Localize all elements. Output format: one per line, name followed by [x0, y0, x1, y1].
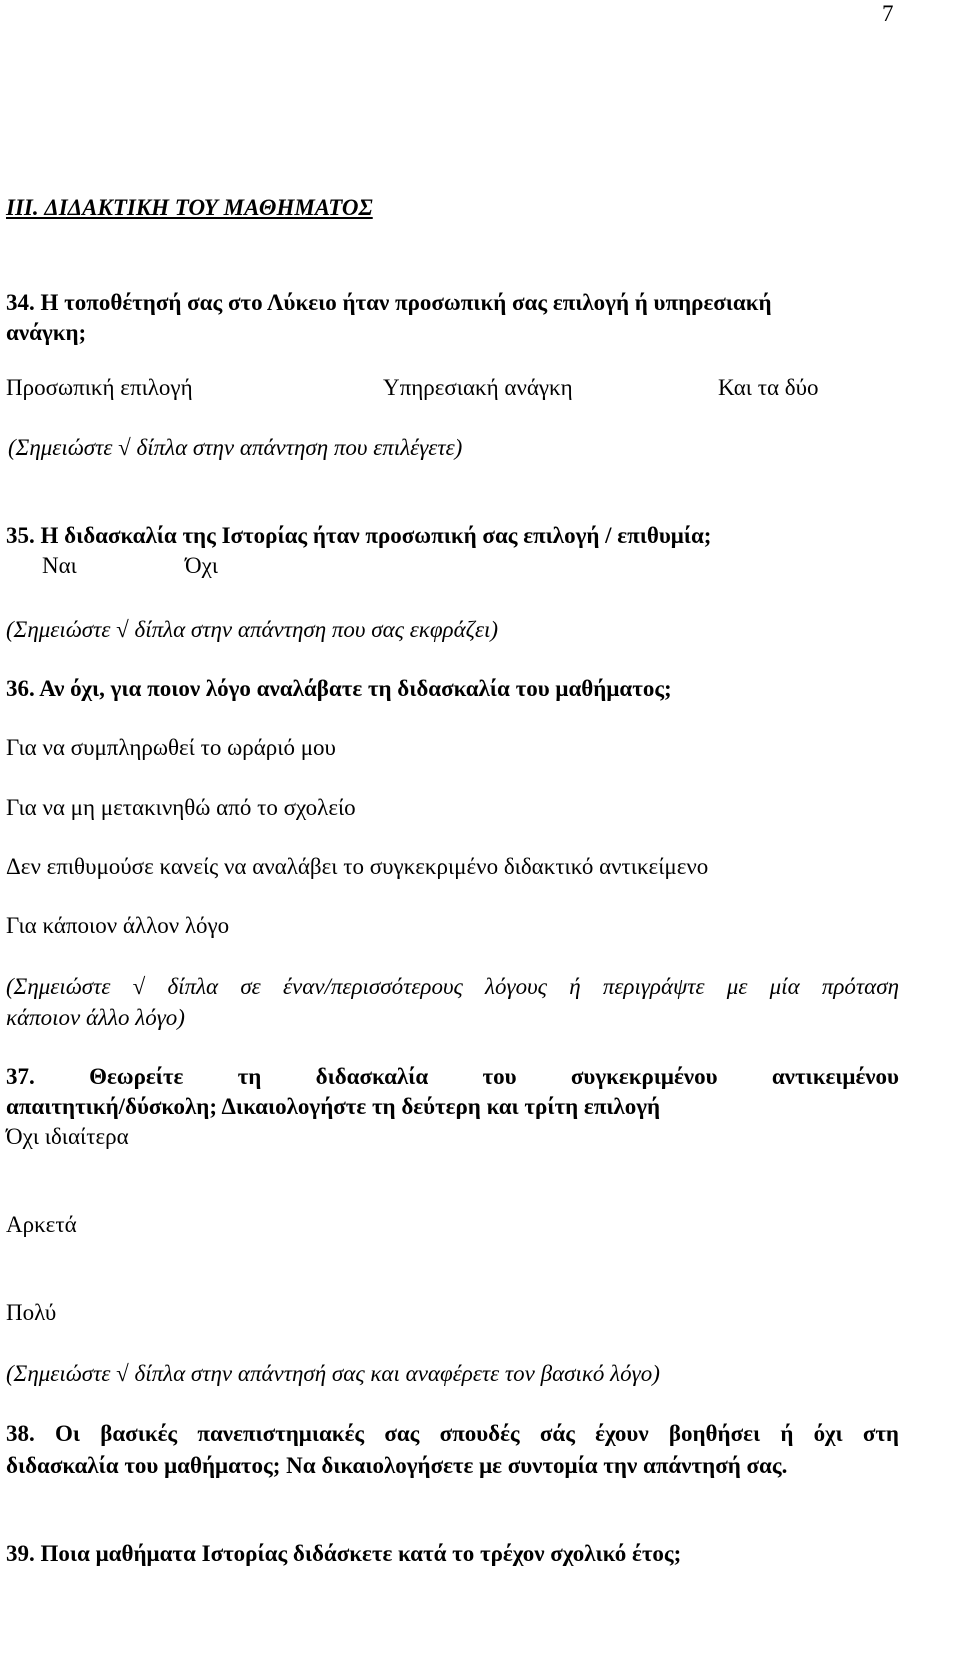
q36-instruction-note-line-1: (Σημειώστε √ δίπλα σε έναν/περισσότερους λόγους ή περιγράψτε με μία πρόταση	[6, 974, 899, 999]
q36-option-other-reason: Για κάποιον άλλον λόγο	[6, 913, 230, 938]
q34-option-personal-choice: Προσωπική επιλογή	[6, 375, 193, 400]
q35-option-yes: Ναι	[42, 553, 77, 578]
page-number: 7	[882, 1, 894, 26]
question-37-line-1: 37. Θεωρείτε τη διδασκαλία του συγκεκριμένου αντικειμένου	[6, 1064, 899, 1089]
question-36-line-1: 36. Αν όχι, για ποιον λόγο αναλάβατε τη διδασκαλία του μαθήματος;	[6, 676, 672, 701]
question-34-line-2: ανάγκη;	[6, 320, 87, 345]
q37-instruction-note: (Σημειώστε √ δίπλα στην απάντησή σας και αναφέρετε τον βασικό λόγο)	[6, 1361, 660, 1386]
q34-option-both: Και τα δύο	[718, 375, 819, 400]
q36-option-not-relocate: Για να μη μετακινηθώ από το σχολείο	[6, 795, 356, 820]
q36-instruction-note-line-2: κάποιον άλλο λόγο)	[6, 1005, 185, 1030]
q37-option-quite: Αρκετά	[6, 1212, 77, 1237]
q36-option-complete-schedule: Για να συμπληρωθεί το ωράριό μου	[6, 735, 336, 760]
question-38-line-2: διδασκαλία του μαθήματος; Να δικαιολογήσετε με συντομία την απάντησή σας.	[6, 1453, 788, 1478]
question-34-line-1: 34. Η τοποθέτησή σας στο Λύκειο ήταν προσωπική σας επιλογή ή υπηρεσιακή	[6, 290, 772, 315]
q35-option-no: Όχι	[185, 553, 219, 578]
q37-option-very: Πολύ	[6, 1300, 57, 1325]
q35-instruction-note: (Σημειώστε √ δίπλα στην απάντηση που σας εκφράζει)	[6, 617, 499, 642]
question-39-line-1: 39. Ποια μαθήματα Ιστορίας διδάσκετε κατά το τρέχον σχολικό έτος;	[6, 1541, 682, 1566]
q37-option-not-particularly: Όχι ιδιαίτερα	[6, 1124, 129, 1149]
q34-instruction-note: (Σημειώστε √ δίπλα στην απάντηση που επιλέγετε)	[8, 435, 463, 460]
q36-option-nobody-wanted: Δεν επιθυμούσε κανείς να αναλάβει το συγκεκριμένο διδακτικό αντικείμενο	[6, 854, 709, 879]
section-title: III. ΔΙΔΑΚΤΙΚΗ ΤΟΥ ΜΑΘΗΜΑΤΟΣ	[6, 195, 373, 220]
question-35-line-1: 35. Η διδασκαλία της Ιστορίας ήταν προσωπική σας επιλογή / επιθυμία;	[6, 523, 712, 548]
q34-option-service-need: Υπηρεσιακή ανάγκη	[383, 375, 573, 400]
question-38-line-1: 38. Οι βασικές πανεπιστημιακές σας σπουδές σάς έχουν βοηθήσει ή όχι στη	[6, 1421, 899, 1446]
question-37-line-2: απαιτητική/δύσκολη; Δικαιολογήστε τη δεύτερη και τρίτη επιλογή	[6, 1094, 661, 1119]
